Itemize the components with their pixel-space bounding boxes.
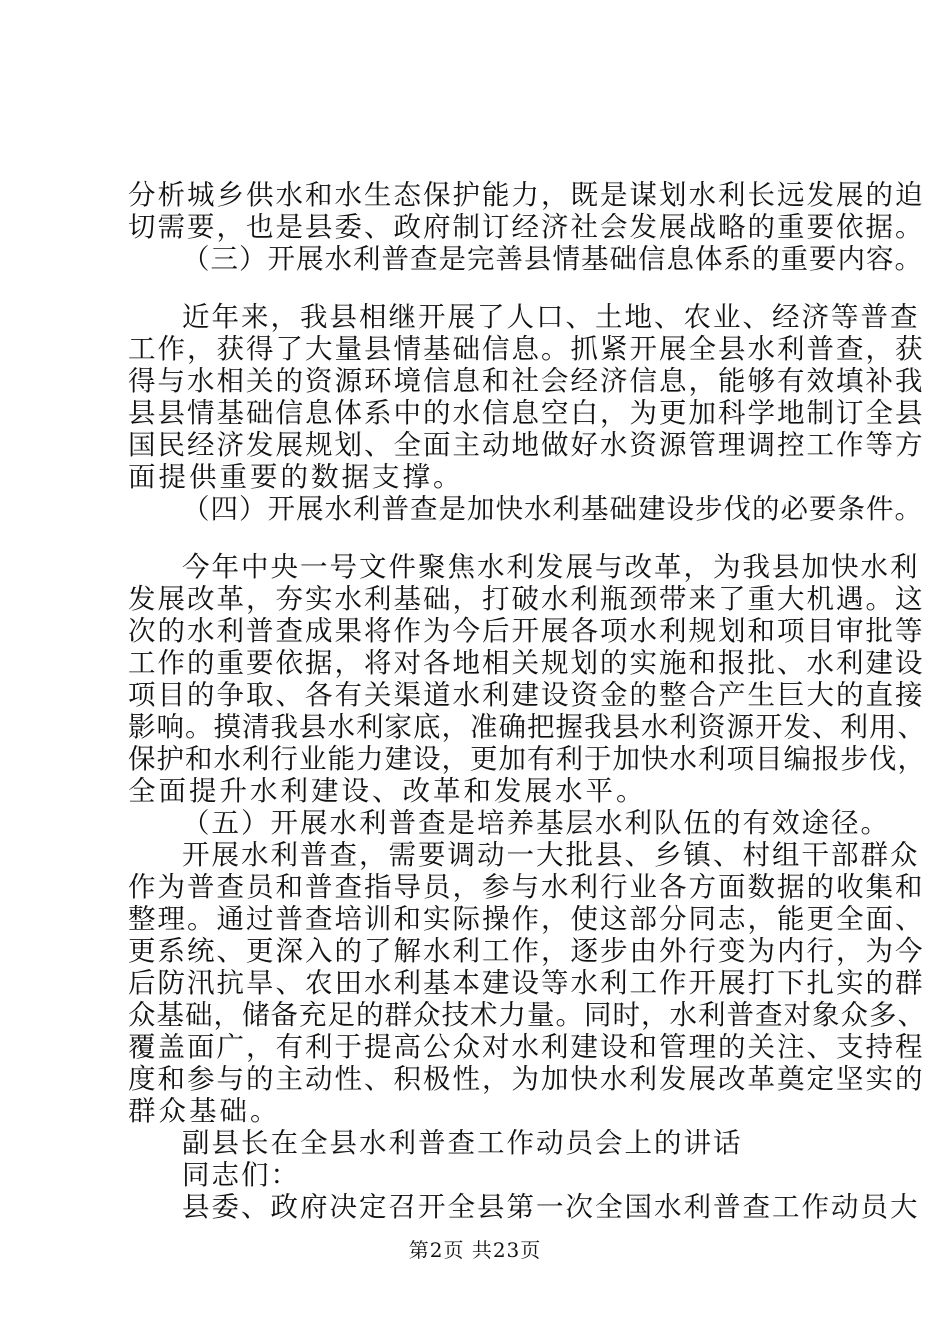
body-line: 更系统、更深入的了解水利工作，逐步由外行变为内行，为今 <box>128 935 925 967</box>
body-line: 工作，获得了大量县情基础信息。抓紧开展全县水利普查，获 <box>128 333 925 365</box>
section-heading: （三）开展水利普查是完善县情基础信息体系的重要内容。 <box>182 243 923 275</box>
body-line: 近年来，我县相继开展了人口、土地、农业、经济等普查 <box>182 301 920 333</box>
body-line: 覆盖面广，有利于提高公众对水利建设和管理的关注、支持程 <box>128 1031 925 1063</box>
body-line: 分析城乡供水和水生态保护能力，既是谋划水利长远发展的迫 <box>128 179 925 211</box>
body-line: 国民经济发展规划、全面主动地做好水资源管理调控工作等方 <box>128 429 925 461</box>
body-line: 工作的重要依据，将对各地相关规划的实施和报批、水利建设 <box>128 647 925 679</box>
body-line: 保护和水利行业能力建设，更加有利于加快水利项目编报步伐， <box>128 743 926 775</box>
body-line: 得与水相关的资源环境信息和社会经济信息，能够有效填补我 <box>128 365 925 397</box>
body-line: 次的水利普查成果将作为今后开展各项水利规划和项目审批等 <box>128 615 925 647</box>
section-heading: （四）开展水利普查是加快水利基础建设步伐的必要条件。 <box>182 493 923 525</box>
body-line: 全面提升水利建设、改革和发展水平。 <box>128 775 647 807</box>
body-line: 今年中央一号文件聚焦水利发展与改革，为我县加快水利 <box>182 551 920 583</box>
body-line: 切需要，也是县委、政府制订经济社会发展战略的重要依据。 <box>128 211 925 243</box>
speech-title: 副县长在全县水利普查工作动员会上的讲话 <box>182 1127 743 1159</box>
body-line: 作为普查员和普查指导员，参与水利行业各方面数据的收集和 <box>128 871 925 903</box>
body-line: 发展改革，夯实水利基础，打破水利瓶颈带来了重大机遇。这 <box>128 583 925 615</box>
body-line: 众基础，储备充足的群众技术力量。同时，水利普查对象众多、 <box>128 999 926 1031</box>
body-line: 县县情基础信息体系中的水信息空白，为更加科学地制订全县 <box>128 397 925 429</box>
body-line: 县委、政府决定召开全县第一次全国水利普查工作动员大 <box>182 1191 920 1223</box>
body-line: 度和参与的主动性、积极性，为加快水利发展改革奠定坚实的 <box>128 1063 925 1095</box>
body-line: 影响。摸清我县水利家底，准确把握我县水利资源开发、利用、 <box>128 711 926 743</box>
body-line: 整理。通过普查培训和实际操作，使这部分同志，能更全面、 <box>128 903 925 935</box>
salutation: 同志们： <box>182 1159 300 1191</box>
body-line: 后防汛抗旱、农田水利基本建设等水利工作开展打下扎实的群 <box>128 967 925 999</box>
section-heading: （五）开展水利普查是培养基层水利队伍的有效途径。 <box>182 807 890 839</box>
body-line: 群众基础。 <box>128 1095 281 1127</box>
body-line: 面提供重要的数据支撑。 <box>128 461 464 493</box>
page-footer: 第2页 共23页 <box>408 1238 542 1262</box>
body-line: 开展水利普查，需要调动一大批县、乡镇、村组干部群众 <box>182 839 920 871</box>
body-line: 项目的争取、各有关渠道水利建设资金的整合产生巨大的直接 <box>128 679 925 711</box>
